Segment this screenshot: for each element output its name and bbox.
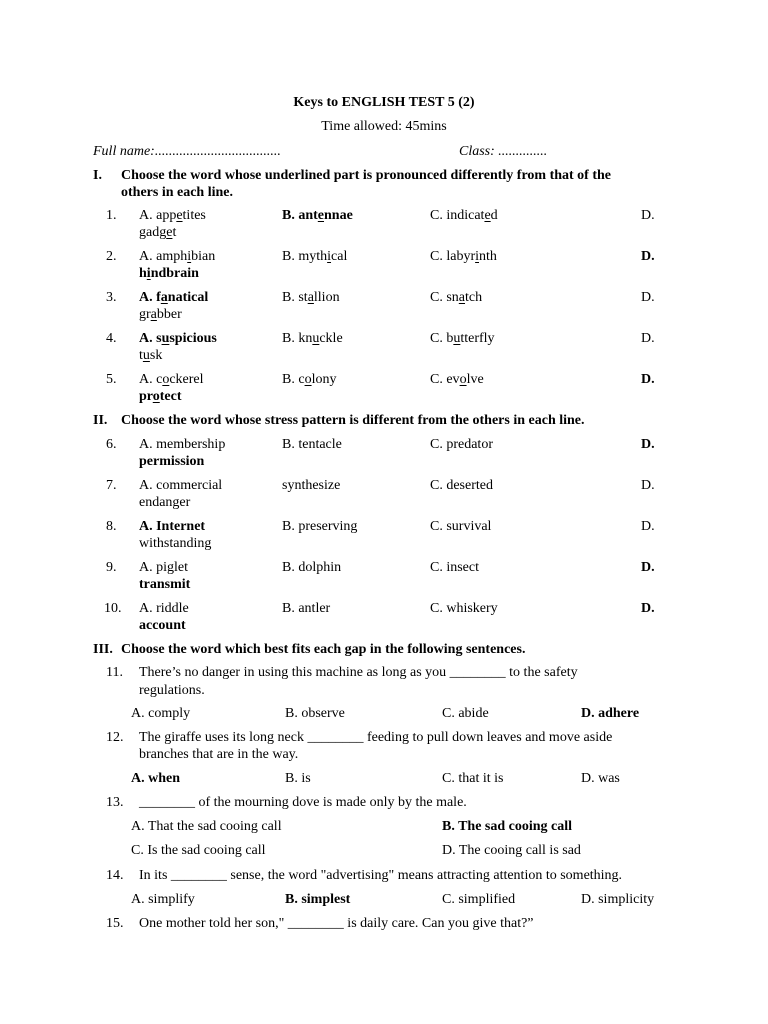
word-part: sk [149, 348, 163, 363]
word-part: ndbrain [150, 266, 199, 281]
full-name-field: Full name:.................................... [93, 144, 281, 159]
option-b: synthesize [282, 478, 341, 493]
word-part: C. ev [430, 372, 460, 387]
question-number: 2. [106, 249, 117, 264]
option-b-answer: B. The sad cooing call [442, 819, 573, 834]
underlined-part: i [146, 266, 151, 281]
underlined-part: o [162, 372, 170, 387]
option-a: A. commercial [139, 478, 223, 493]
word-part: h [139, 266, 147, 281]
option-c [430, 208, 498, 224]
word-part: natical [167, 290, 209, 305]
option-a [139, 249, 215, 265]
word-part: spicious [169, 331, 217, 346]
word-part: t [139, 348, 143, 363]
option-b: B. observe [285, 706, 345, 721]
question-number: 3. [106, 290, 117, 305]
word-part: B. c [282, 372, 305, 387]
section-3-number: III. [93, 642, 113, 657]
option-c [430, 372, 484, 388]
option-d: D. simplicity [581, 892, 655, 907]
question-number: 12. [106, 730, 124, 745]
question-number: 4. [106, 331, 117, 346]
option-d-label: D. [641, 519, 655, 534]
option-d-label: D. [641, 601, 655, 616]
option-a: A. membership [139, 437, 226, 452]
question-text: There’s no danger in using this machine as long as you ________ to the safety [139, 665, 578, 680]
option-a: A. Internet [139, 519, 206, 534]
option-b [282, 372, 336, 388]
option-a: A. piglet [139, 560, 188, 575]
option-b [282, 208, 353, 224]
time-allowed: Time allowed: 45mins [321, 119, 447, 134]
underlined-part: u [312, 331, 320, 346]
option-b: B. is [285, 771, 311, 786]
section-2-number: II. [93, 413, 108, 428]
underlined-part: i [187, 249, 192, 264]
word-part: B. myth [282, 249, 328, 264]
option-a: A. riddle [139, 601, 189, 616]
underlined-part: o [152, 389, 160, 404]
section-1-instruction-cont: others in each line. [121, 185, 233, 200]
word-part: tch [465, 290, 483, 305]
option-d-label: D. [641, 560, 655, 575]
word-part: A. c [139, 372, 163, 387]
section-2-instruction: Choose the word whose stress pattern is different from the others in each line. [121, 413, 585, 428]
option-c: C. predator [430, 437, 493, 452]
option-b [282, 331, 343, 347]
underlined-part: u [161, 331, 170, 346]
word-part: B. st [282, 290, 308, 305]
option-c [430, 331, 495, 347]
option-a [139, 290, 208, 306]
option-b-answer: B. simplest [285, 892, 351, 907]
word-part: B. kn [282, 331, 313, 346]
question-number: 7. [106, 478, 117, 493]
word-part: lve [466, 372, 484, 387]
word-part: gadg [139, 225, 167, 240]
underlined-part: i [475, 249, 479, 264]
option-a-answer: A. when [131, 771, 181, 786]
class-field: Class: .............. [459, 144, 548, 159]
word-part: tites [182, 208, 206, 223]
underlined-part: e [166, 225, 173, 240]
option-a [139, 331, 217, 347]
word-part: t [172, 225, 177, 240]
option-c: C. simplified [442, 892, 516, 907]
option-d: D. The cooing call is sad [442, 843, 581, 858]
question-text: In its ________ sense, the word "advertising" means attracting attention to something. [139, 868, 623, 883]
word-part: llion [313, 290, 340, 305]
question-number: 1. [106, 208, 117, 223]
option-d-word [139, 266, 199, 282]
section-1-instruction: Choose the word whose underlined part is pronounced differently from that of the [121, 168, 612, 183]
option-a: A. comply [131, 706, 191, 721]
word-part: A. s [139, 331, 162, 346]
question-number: 8. [106, 519, 117, 534]
question-text: One mother told her son," ________ is daily care. Can you give that?” [139, 916, 534, 931]
option-c: C. survival [430, 519, 492, 534]
underlined-part: e [484, 208, 491, 223]
word-part: gr [139, 307, 151, 322]
question-number: 9. [106, 560, 117, 575]
option-d-label: D. [641, 437, 655, 452]
question-number: 6. [106, 437, 117, 452]
option-b: B. dolphin [282, 560, 342, 575]
underlined-part: o [304, 372, 312, 387]
question-text-cont: branches that are in the way. [139, 747, 299, 762]
section-3-instruction: Choose the word which best fits each gap in the following sentences. [121, 642, 526, 657]
option-a [139, 208, 206, 224]
underlined-part: i [327, 249, 332, 264]
option-b [282, 290, 340, 306]
option-b: B. preserving [282, 519, 358, 534]
word-part: bber [156, 307, 182, 322]
underlined-part: a [307, 290, 314, 305]
word-part: tect [159, 389, 182, 404]
question-number: 15. [106, 916, 124, 931]
underlined-part: e [317, 208, 325, 223]
option-d-word [139, 348, 162, 364]
option-c: C. insect [430, 560, 479, 575]
option-d-label: D. [641, 478, 655, 493]
option-d-word: account [139, 618, 186, 633]
option-d-label: D. [641, 208, 655, 223]
option-d-word: endanger [139, 495, 191, 510]
word-part: nth [479, 249, 497, 264]
word-part: tterfly [460, 331, 495, 346]
option-d-label: D. [641, 331, 655, 346]
word-part: C. labyr [430, 249, 476, 264]
option-b: B. antler [282, 601, 331, 616]
option-c: C. deserted [430, 478, 493, 493]
question-number: 13. [106, 795, 124, 810]
question-text: The giraffe uses its long neck ________ feeding to pull down leaves and move aside [139, 730, 613, 745]
option-a: A. simplify [131, 892, 195, 907]
word-part: ckle [319, 331, 343, 346]
option-d-label: D. [641, 372, 655, 387]
underlined-part: a [150, 307, 157, 322]
option-d-answer: D. adhere [581, 706, 640, 721]
option-d-word: transmit [139, 577, 191, 592]
option-a: A. That the sad cooing call [131, 819, 282, 834]
option-b: B. tentacle [282, 437, 342, 452]
option-d-word: permission [139, 454, 205, 469]
option-c [430, 290, 482, 306]
underlined-part: o [459, 372, 467, 387]
option-c: C. Is the sad cooing call [131, 843, 266, 858]
question-text: ________ of the mourning dove is made only by the male. [139, 795, 467, 810]
question-number: 14. [106, 868, 124, 883]
underlined-part: u [453, 331, 461, 346]
option-a [139, 372, 204, 388]
word-part: B. ant [282, 208, 318, 223]
option-d: D. was [581, 771, 620, 786]
option-d-label: D. [641, 290, 655, 305]
option-b [282, 249, 347, 265]
question-number: 10. [104, 601, 122, 616]
option-d-label: D. [641, 249, 655, 264]
option-c [430, 249, 497, 265]
word-part: A. app [139, 208, 177, 223]
section-1-number: I. [93, 168, 102, 183]
question-number: 5. [106, 372, 117, 387]
word-part: bian [191, 249, 216, 264]
option-d-word [139, 225, 176, 241]
document-title: Keys to ENGLISH TEST 5 (2) [293, 95, 475, 110]
word-part: pr [139, 389, 153, 404]
option-c: C. that it is [442, 771, 504, 786]
word-part: C. indicat [430, 208, 485, 223]
question-number: 11. [106, 665, 123, 680]
option-d-word [139, 389, 182, 405]
word-part: nnae [324, 208, 353, 223]
underlined-part: u [142, 348, 150, 363]
word-part: A. amph [139, 249, 188, 264]
word-part: lony [311, 372, 337, 387]
underlined-part: a [160, 290, 168, 305]
question-text-cont: regulations. [139, 683, 205, 698]
underlined-part: a [458, 290, 466, 305]
option-c: C. whiskery [430, 601, 498, 616]
word-part: cal [331, 249, 348, 264]
word-part: d [490, 208, 498, 223]
option-d-word: withstanding [139, 536, 212, 551]
word-part: C. sn [430, 290, 459, 305]
underlined-part: e [176, 208, 183, 223]
option-d-word [139, 307, 182, 323]
option-c: C. abide [442, 706, 489, 721]
word-part: A. f [139, 290, 161, 305]
word-part: C. b [430, 331, 454, 346]
word-part: ckerel [169, 372, 204, 387]
